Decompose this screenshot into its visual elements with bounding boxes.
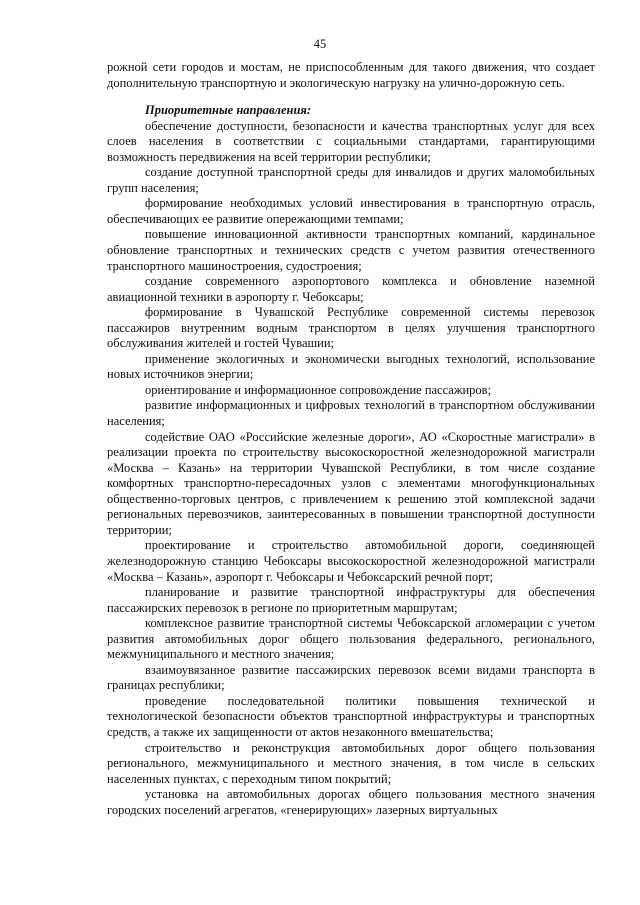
priority-item: содействие ОАО «Российские железные дороги», АО «Скоростные магистрали» в реализации проекта по строительству высокоскоростной железнодорожной магистрали «Москва – Казань» на территории Чувашской Республики, в том числе создание комфортных транспортно-пересадочных узлов с элементами многофункциональных общественно-торговых центров, с привлечением к решению этой комплексной задачи региональных перевозчиков, заинтересованных в повышении транспортной доступности территории; <box>107 429 595 537</box>
priority-item: ориентирование и информационное сопровождение пассажиров; <box>145 382 492 397</box>
priority-item: формирование в Чувашской Республике современной системы перевозок пассажиров внутренним водным транспортом в целях улучшения транспортного обслуживания жителей и гостей Чувашии; <box>107 305 595 351</box>
priority-item: проведение последовательной политики повышения технической и технологической безопасности объектов транспортной инфраструктуры и транспортных средств, а также их защищенности от актов незаконного вмешательства; <box>107 693 595 739</box>
priority-item: применение экологичных и экономически выгодных технологий, использование новых источников энергии; <box>107 351 595 382</box>
priority-item: формирование необходимых условий инвестирования в транспортную отрасль, обеспечивающих ее развитие опережающими темпами; <box>107 196 595 226</box>
priority-item: установка на автомобильных дорогах общего пользования местного значения городских поселений агрегатов, «генерирующих» лазерных виртуальных <box>107 787 595 817</box>
priority-item: взаимоувязанное развитие пассажирских перевозок всеми видами транспорта в границах республики; <box>107 662 595 693</box>
priority-item: комплексное развитие транспортной системы Чебоксарской агломерации с учетом развития автомобильных дорог общего пользования федерального, регионального, межмуниципального и местного значения; <box>107 616 595 662</box>
intro-paragraph: рожной сети городов и мостам, не приспособленным для такого движения, что создает дополнительную транспортную и экологическую нагрузку на улично-дорожную сеть. <box>107 60 595 90</box>
priority-item: создание доступной транспортной среды для инвалидов и других маломобильных групп населения; <box>107 165 595 195</box>
page-number: 45 <box>313 37 327 51</box>
document-body <box>107 60 595 818</box>
section-heading: Приоритетные направления: <box>145 103 312 118</box>
priority-item: создание современного аэропортового комплекса и обновление наземной авиационной техники в аэропорту г. Чебоксары; <box>107 274 595 304</box>
priority-item: планирование и развитие транспортной инфраструктуры для обеспечения пассажирских перевозок в регионе по приоритетным маршрутам; <box>107 585 595 615</box>
priority-item: повышение инновационной активности транспортных компаний, кардинальное обновление транспортных и технических средств с учетом развития отечественного транспортного машиностроения, судостроения; <box>107 227 595 273</box>
priority-item: обеспечение доступности, безопасности и качества транспортных услуг для всех слоев населения в соответствии с социальными стандартами, гарантирующими возможность передвижения на всей территории республики; <box>107 118 595 164</box>
priority-item: проектирование и строительство автомобильной дороги, соединяющей железнодорожную станцию Чебоксары высокоскоростной железнодорожной магистрали «Москва – Казань», аэропорт г. Чебоксары и Чебоксарский речной порт; <box>107 538 595 584</box>
priority-item: развитие информационных и цифровых технологий в транспортном обслуживании населения; <box>107 398 595 429</box>
priority-item: строительство и реконструкция автомобильных дорог общего пользования регионального, межмуниципального и местного значения, в том числе в сельских населенных пунктах, с переходным типом покрытий; <box>107 740 595 786</box>
